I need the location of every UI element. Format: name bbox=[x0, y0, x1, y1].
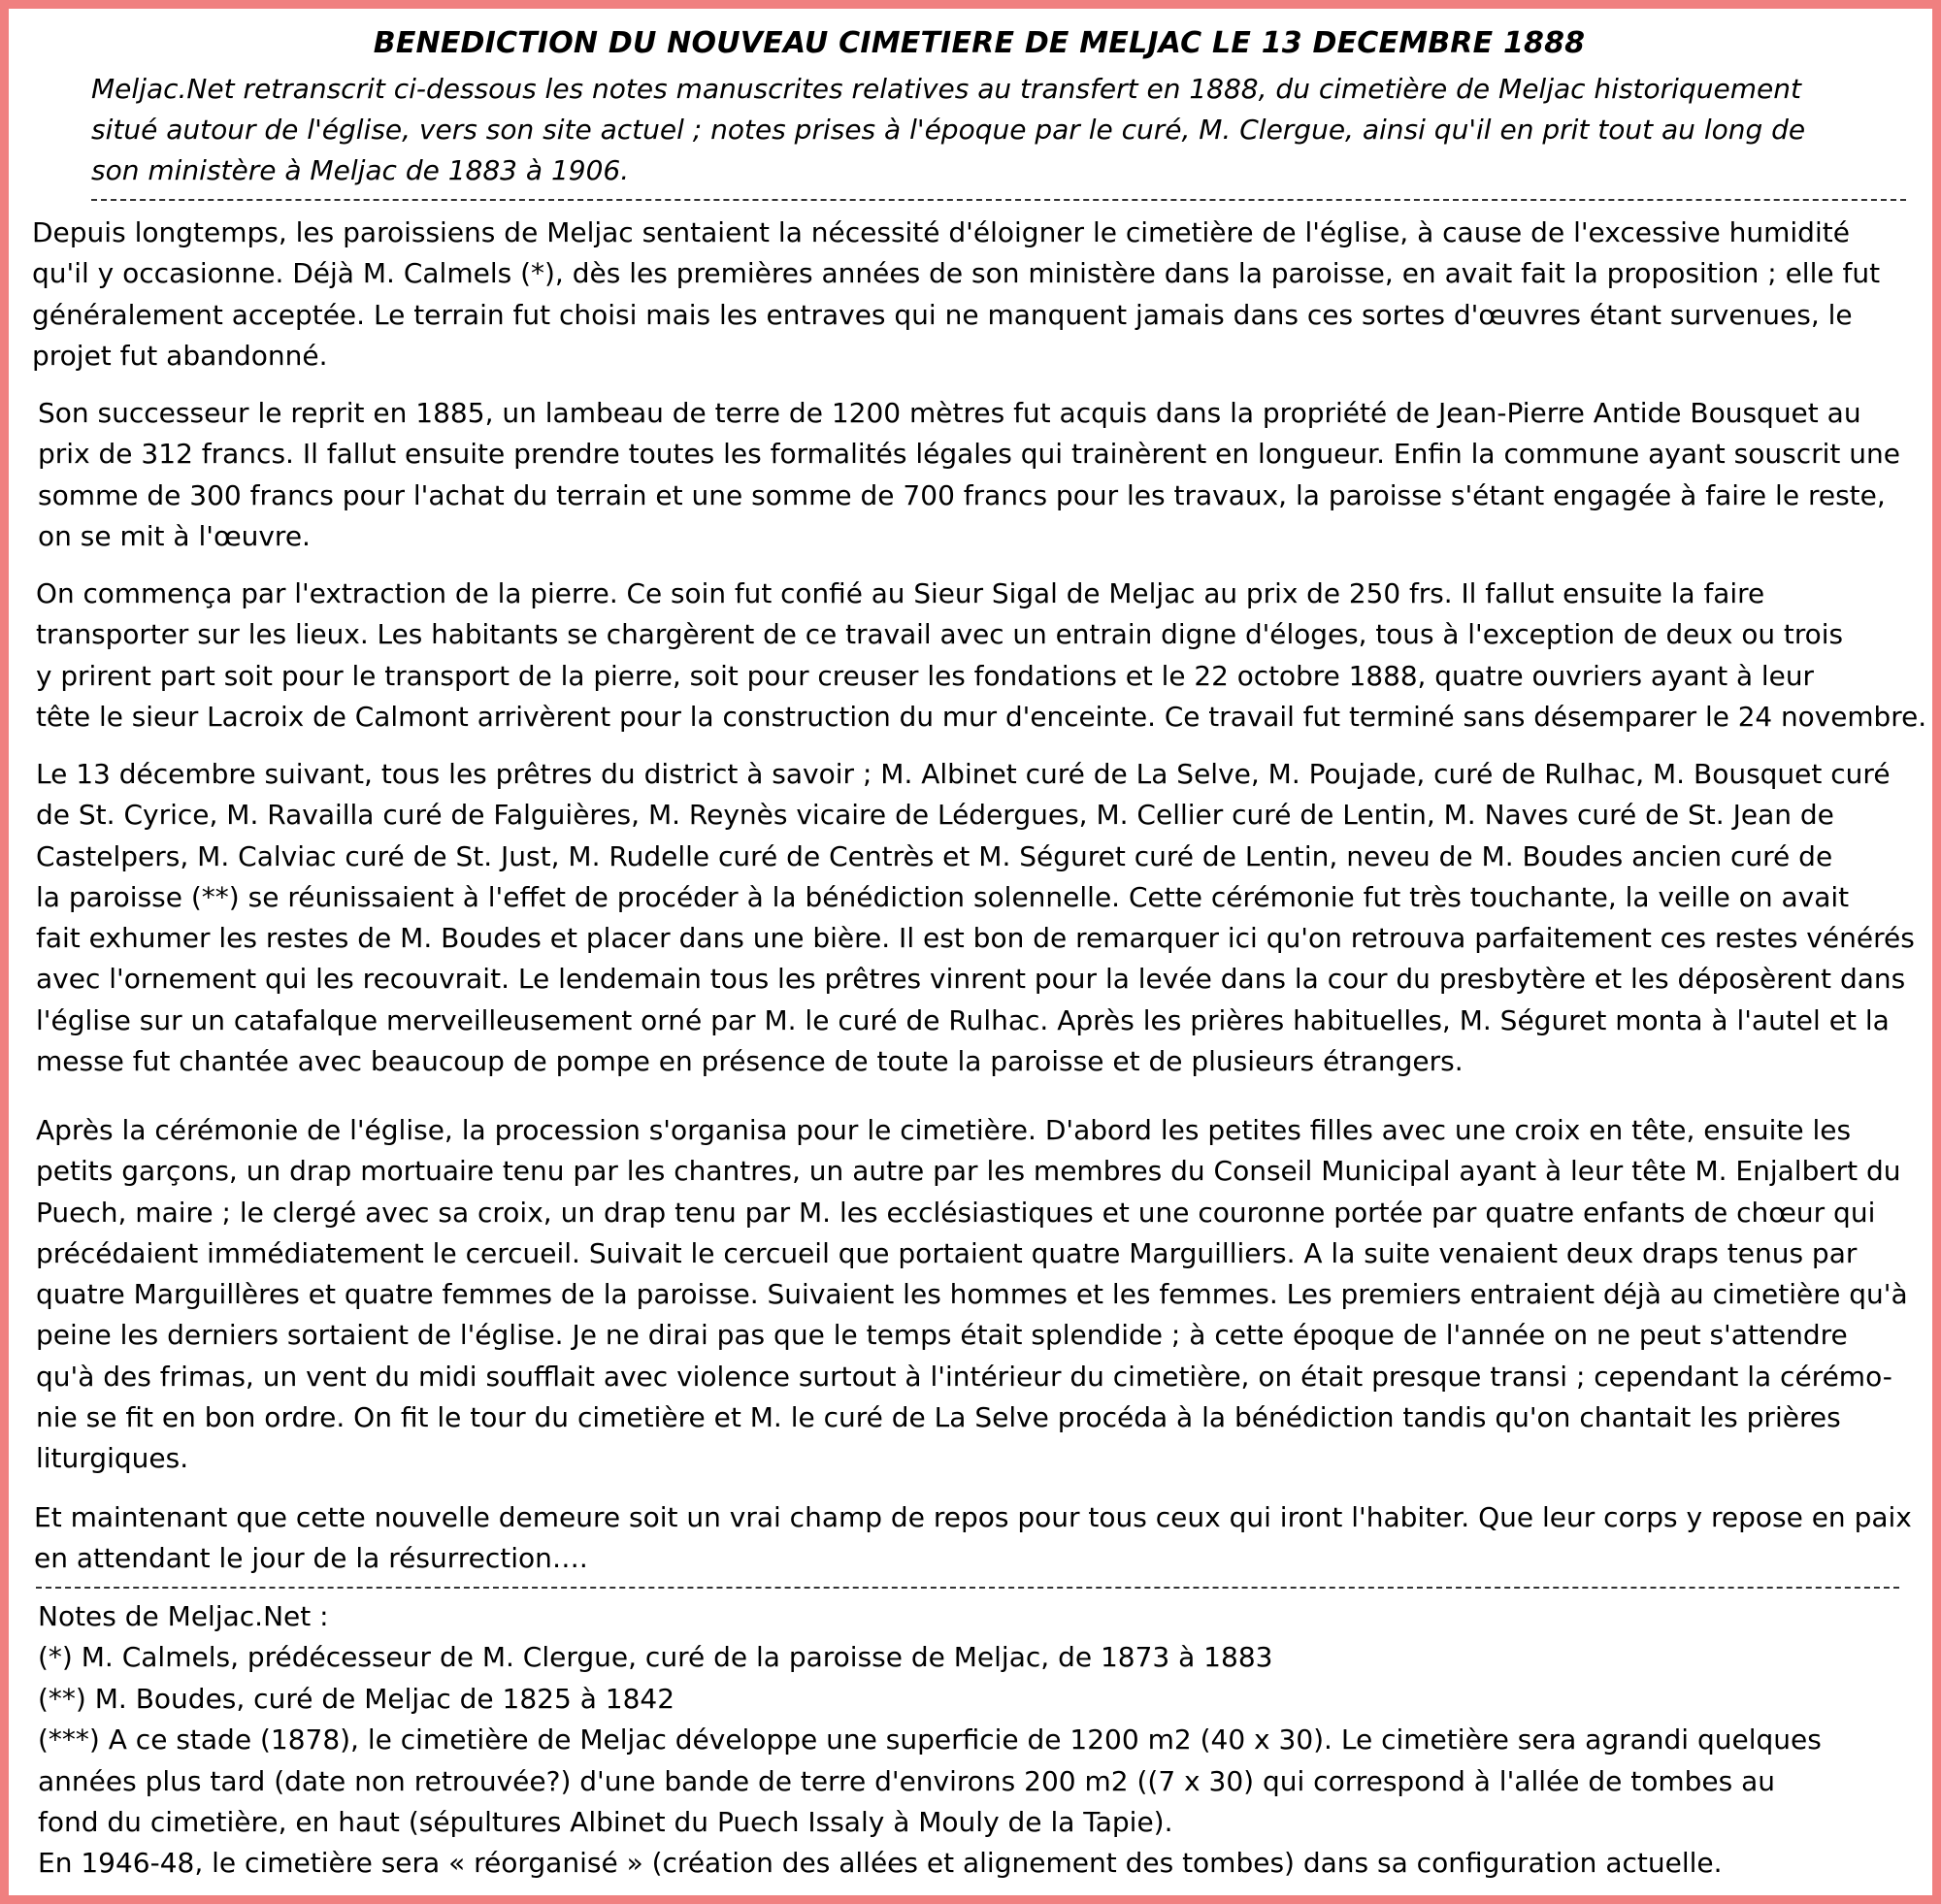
notes-section bbox=[38, 1596, 1822, 1885]
text-line: généralement acceptée. Le terrain fut choisi mais les entraves qui ne manquent jamais dans ces sortes d'œuvres étant survenues, le bbox=[32, 298, 1853, 331]
paragraph-2 bbox=[38, 393, 1900, 557]
text-line: projet fut abandonné. bbox=[32, 339, 328, 372]
text-line: qu'à des frimas, un vent du midi soufflait avec violence surtout à l'intérieur du cimetière, on était presque transi ; cependant la cérémo- bbox=[36, 1360, 1892, 1393]
text-line: en attendant le jour de la résurrection…. bbox=[34, 1542, 588, 1575]
intro-note bbox=[91, 69, 1916, 191]
document-title: BENEDICTION DU NOUVEAU CIMETIERE DE MELJAC LE 13 DECEMBRE 1888 bbox=[373, 26, 1586, 60]
note-item: fond du cimetière, en haut (sépultures Albinet du Puech Issaly à Mouly de la Tapie). bbox=[38, 1806, 1173, 1839]
text-line: qu'il y occasionne. Déjà M. Calmels (*), dès les premières années de son ministère dans la paroisse, en avait fait la proposition ; elle fut bbox=[32, 257, 1881, 290]
text-line: Le 13 décembre suivant, tous les prêtres du district à savoir ; M. Albinet curé de La Selve, M. Poujade, curé de Rulhac, M. Bousquet curé bbox=[36, 758, 1891, 790]
text-line: On commença par l'extraction de la pierre. Ce soin fut confié au Sieur Sigal de Meljac au prix de 250 frs. Il fallut ensuite la faire bbox=[36, 577, 1765, 609]
text-line: peine les derniers sortaient de l'église. Je ne dirai pas que le temps était splendide ; à cette époque de l'année on ne peut s'attendre bbox=[36, 1319, 1848, 1352]
note-item: années plus tard (date non retrouvée?) d'une bande de terre d'environs 200 m2 ((7 x 30) qui correspond à l'allée de tombes au bbox=[38, 1764, 1776, 1797]
paragraph-1 bbox=[32, 213, 1880, 377]
text-line: messe fut chantée avec beaucoup de pompe en présence de toute la paroisse et de plusieurs étrangers. bbox=[36, 1045, 1464, 1078]
paragraph-4 bbox=[36, 754, 1915, 1082]
text-line: l'église sur un catafalque merveilleusement orné par M. le curé de Rulhac. Après les prières habituelles, M. Séguret monta à l'autel et la bbox=[36, 1003, 1890, 1036]
text-line: transporter sur les lieux. Les habitants se chargèrent de ce travail avec un entrain digne d'éloges, tous à l'exception de deux ou trois bbox=[36, 618, 1844, 651]
text-line: petits garçons, un drap mortuaire tenu par les chantres, un autre par les membres du Conseil Municipal ayant à leur tête M. Enjalbert du bbox=[36, 1155, 1901, 1188]
paragraph-3 bbox=[36, 574, 1935, 738]
paragraph-6 bbox=[34, 1497, 1912, 1580]
note-item: (**) M. Boudes, curé de Meljac de 1825 à 1842 bbox=[38, 1682, 675, 1715]
paragraph-5 bbox=[36, 1110, 1908, 1480]
text-line: fait exhumer les restes de M. Boudes et placer dans une bière. Il est bon de remarquer ici qu'on retrouva parfaitement ces restes vénérés bbox=[36, 922, 1915, 955]
intro-line: situé autour de l'église, vers son site actuel ; notes prises à l'époque par le curé, M. Clergue, ainsi qu'il en prit tout au long de bbox=[91, 114, 1806, 146]
text-line: Castelpers, M. Calviac curé de St. Just, M. Rudelle curé de Centrès et M. Séguret curé de Lentin, neveu de M. Boudes ancien curé de bbox=[36, 839, 1833, 872]
text-line: de St. Cyrice, M. Ravailla curé de Falguières, M. Reynès vicaire de Lédergues, M. Cellier curé de Lentin, M. Naves curé de St. Jean de bbox=[36, 799, 1834, 832]
bottom-divider bbox=[36, 1587, 1899, 1589]
text-line: avec l'ornement qui les recouvrait. Le lendemain tous les prêtres vinrent pour la levée dans la cour du presbytère et les déposèrent dans bbox=[36, 963, 1906, 996]
note-item: (***) A ce stade (1878), le cimetière de Meljac développe une superficie de 1200 m2 (40 x 30). Le cimetière sera agrandi quelques bbox=[38, 1723, 1822, 1756]
text-line: on se mit à l'œuvre. bbox=[38, 519, 311, 552]
text-line: Depuis longtemps, les paroissiens de Meljac sentaient la nécessité d'éloigner le cimetière de l'église, à cause de l'excessive humidité bbox=[32, 216, 1850, 248]
intro-line: son ministère à Meljac de 1883 à 1906. bbox=[91, 154, 630, 186]
note-item: En 1946-48, le cimetière sera « réorganisé » (création des allées et alignement des tombes) dans sa configuration actuelle. bbox=[38, 1847, 1723, 1880]
notes-heading: Notes de Meljac.Net : bbox=[38, 1600, 329, 1632]
text-line: précédaient immédiatement le cercueil. Suivait le cercueil que portaient quatre Marguilliers. A la suite venaient deux draps tenus par bbox=[36, 1236, 1858, 1269]
note-item: (*) M. Calmels, prédécesseur de M. Clergue, curé de la paroisse de Meljac, de 1873 à 1883 bbox=[38, 1641, 1273, 1674]
text-line: Et maintenant que cette nouvelle demeure soit un vrai champ de repos pour tous ceux qui iront l'habiter. Que leur corps y repose en paix bbox=[34, 1501, 1912, 1533]
text-line: somme de 300 francs pour l'achat du terrain et une somme de 700 francs pour les travaux, la paroisse s'étant engagée à faire le reste, bbox=[38, 478, 1886, 511]
text-line: y prirent part soit pour le transport de la pierre, soit pour creuser les fondations et le 22 octobre 1888, quatre ouvriers ayant à leur bbox=[36, 659, 1814, 692]
text-line: nie se fit en bon ordre. On fit le tour du cimetière et M. le curé de La Selve procéda à la bénédiction tandis qu'on chantait les prières bbox=[36, 1401, 1841, 1434]
text-line: Son successeur le reprit en 1885, un lambeau de terre de 1200 mètres fut acquis dans la propriété de Jean-Pierre Antide Bousquet au bbox=[38, 397, 1861, 429]
text-line: la paroisse (**) se réunissaient à l'effet de procéder à la bénédiction solennelle. Cette cérémonie fut très touchante, la veille on avait bbox=[36, 880, 1850, 913]
text-line: liturgiques. bbox=[36, 1442, 189, 1475]
text-line: tête le sieur Lacroix de Calmont arrivèrent pour la construction du mur d'enceinte. Ce travail fut terminé sans désemparer le 24 novembre. bbox=[36, 700, 1927, 733]
intro-line: Meljac.Net retranscrit ci-dessous les notes manuscrites relatives au transfert en 1888, du cimetière de Meljac historiquement bbox=[91, 73, 1801, 105]
text-line: quatre Marguillères et quatre femmes de la paroisse. Suivaient les hommes et les femmes. Les premiers entraient déjà au cimetière qu'à bbox=[36, 1278, 1908, 1311]
text-line: Après la cérémonie de l'église, la procession s'organisa pour le cimetière. D'abord les petites filles avec une croix en tête, ensuite les bbox=[36, 1114, 1852, 1146]
text-line: Puech, maire ; le clergé avec sa croix, un drap tenu par M. les ecclésiastiques et une couronne portée par quatre enfants de chœur qui bbox=[36, 1196, 1876, 1229]
text-line: prix de 312 francs. Il fallut ensuite prendre toutes les formalités légales qui trainèrent en longueur. Enfin la commune ayant souscrit une bbox=[38, 438, 1900, 471]
top-divider bbox=[91, 199, 1906, 201]
